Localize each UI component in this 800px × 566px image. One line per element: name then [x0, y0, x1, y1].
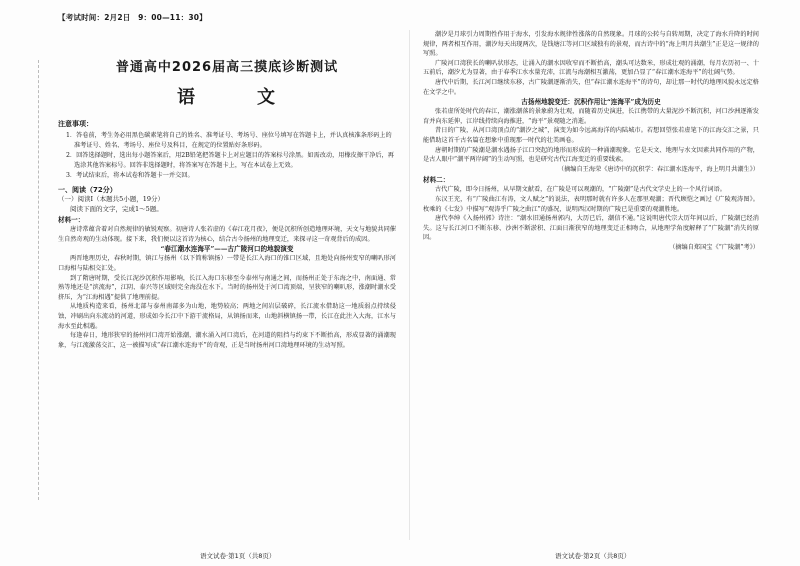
subject-title: 语 文	[177, 87, 297, 108]
paragraph: 古代广陵，即今日扬州，从早期文献看，在广陵是可以观潮的，“广陵潮”是古代文学史上的一个风行词语。	[435, 186, 726, 194]
page-footer: 语文试卷·第2页（共8页）	[555, 552, 631, 560]
source-citation: （摘编自王海荣《唐诗中的沉积学：春江潮水连海平，海上明月共潮生》）	[557, 165, 759, 173]
paragraph: 唐代中后期，长江河口继续东移，古广陵潮逐渐消失，但“春江潮水连海平”的诗句，却让那一时代的地理风貌永远定格在文学之中。	[423, 78, 759, 96]
paragraph: 潮汐是月球引力周期性作用于海水，引发海水规律性涨落的自然现象。月球的公转与自转周期，决定了海水升降的时间规律，两者相互作用，潮汐每天出现两次，是钱塘江等河口区域独有的景观，而古诗中的“海上明月共潮生”正是这一规律的写照。	[423, 31, 759, 58]
paragraph: 两晋地理历史，春秋时期，镇江与扬州（以下简称镇扬）一带是长江入海口的锥口区域，且地处向扬州变窄的喇叭形河口海相与陆相交汇处。	[58, 255, 396, 272]
paragraph: 唐朝时期的广陵潮是潮水遇扬子江口突起的地形而形成的一种涌潮现象。它是天文、地理与水文因素共同作用的产物，是古人眼中“潮平两岸阔”的生动写照，也是研究古代江海变迁的重要线索。	[423, 146, 759, 164]
source-citation: （摘编自郑国宝《“广陵潮”考》）	[669, 243, 759, 251]
material-label: 材料二：	[423, 176, 450, 185]
paragraph: 东汉王充，有“广陵曲江有涛，文人赋之”的说法，表明那时就有许多人在那里观潮；晋代顾恺之画过《广陵观涛图》。枚乘的《七发》中描写“观涛乎广陵之曲江”的盛况，说明西汉时期的广陵已是重要的观潮胜地。	[423, 195, 759, 213]
notice-item: 1．答卷前，考生务必用黑色碳素笔将自己的姓名、准考证号、考场号、座位号填写在答题卡上，并认真核准条形码上的准考证号、姓名、考场号、座位号及科目，在规定的位置贴好条形码。	[66, 132, 392, 149]
instruction: 阅读下面的文字，完成1～5题。	[70, 204, 163, 213]
paragraph: 唐诗常蕴含着对自然规律的敏锐观察。初唐诗人张若虚的《春江花月夜》，便是沉积所创造地理环境，天文与地貌共同催生自然奇观的生动体现。接下来，我们便以这首诗为核心，结合古今扬州的地理变迁，来探寻这一奇观背后的成因。	[58, 226, 396, 243]
paragraph: 广陵河口湾狭长的喇叭状形态，让涌入的潮水因收窄而不断抬高，潮头可达数米，形成壮观的涌潮，每月农历初一、十五前后，潮汐尤为显著，由于春季江水水量充沛，江流与海潮相互激荡，更加凸显了“春江潮水连海平”的壮阔气势。	[423, 59, 759, 77]
paragraph: 每逢春日，地形狭窄的扬州河口湾开始涨潮，潮水涌入河口湾后，在河道的阻挡与约束下不断抬高，形成显著的涌潮现象，与江流激荡交汇，这一被描写成“春江潮水连海平”的奇观，正是当时扬州河口湾地理环境的生动写照。	[58, 332, 396, 349]
material-label: 材料一：	[58, 216, 85, 225]
notice-item: 3．考试结束后，将本试卷和答题卡一并交回。	[66, 172, 194, 180]
article-title: “春江潮水连海平”——古广陵河口的地貌演变	[160, 245, 294, 254]
paragraph: 从地质构造来看，扬州北部与泰州南部多为山地，地势较高；两地之间岩层破碎，长江流水借助这一地质弱点持续侵蚀，冲刷出向东流动的河道，形成如今长江中下游干流格局，从镇扬而来，山地斜横镇扬一带，长江在此注入大海，江水与海水至此相遇。	[58, 303, 396, 330]
subsection-heading: （一）阅读Ⅰ（本题共5小题，19分）	[58, 194, 164, 203]
article-subtitle: 古扬州地貌变迁：沉积作用让“连海平”成为历史	[521, 98, 661, 107]
page-1	[58, 30, 396, 546]
page-footer: 语文试卷·第1页（共8页）	[200, 552, 276, 560]
page-2	[423, 30, 759, 546]
paragraph: 唐代李绅《入扬州郭》诗注：“潮水旧通扬州郭内，大历已后，潮信不通。”这说明唐代宗大历年间以后，广陵潮已经消失。这与长江河口不断东移、沙洲不断淤积、江面日渐狭窄的地理变迁正相吻合，从地理学角度解释了“广陵潮”消失的原因。	[423, 215, 759, 242]
paragraph: 张若虚所处时代的春江，潮涨潮落的景象蔚为壮观，而随着历史演进，长江携带的大量泥沙不断沉积，河口沙洲逐渐发育并向东延伸，江岸线持续向海推进，“海平”景观随之消逝。	[423, 108, 759, 125]
section-heading: 一、阅读（72分）	[58, 185, 117, 194]
notice-heading: 注意事项：	[58, 120, 93, 128]
paragraph: 到了隋唐时期，受长江泥沙沉积作用影响，长江入海口东移至今泰州与南通之间，而扬州正处于东海之中，南面通、常熟等地还是“滨流海”，江阴、泰兴等区域则完全海没在水下。当时的扬州处于河口湾顶端，呈狭窄的喇叭形，涨潮时潮水受挤压，为“江海相遇”提供了地理前提。	[58, 274, 396, 301]
page-divider	[409, 30, 410, 540]
binding-margin	[12, 60, 39, 500]
paragraph: 昔日的广陵，从河口湾顶点的“潮汐之城”，演变为如今远离海洋的内陆城市。若想回望张若虚笔下的江海交汇之景，只能借助这首千古名篇在想象中重现那一时代的壮美画卷。	[423, 127, 759, 144]
exam-title: 普通高中2026届高三摸底诊断测试	[115, 60, 339, 75]
notice-item: 2．回答选择题时，选出每小题答案后，用2B铅笔把答题卡上对应题目的答案标号涂黑。如需改动，用橡皮擦干净后，再选涂其他答案标号。回答非选择题时，将答案写在答题卡上，写在本试卷上无效。	[66, 152, 394, 169]
exam-time: 【考试时间：2月2日 9：00—11：30】	[58, 13, 207, 22]
